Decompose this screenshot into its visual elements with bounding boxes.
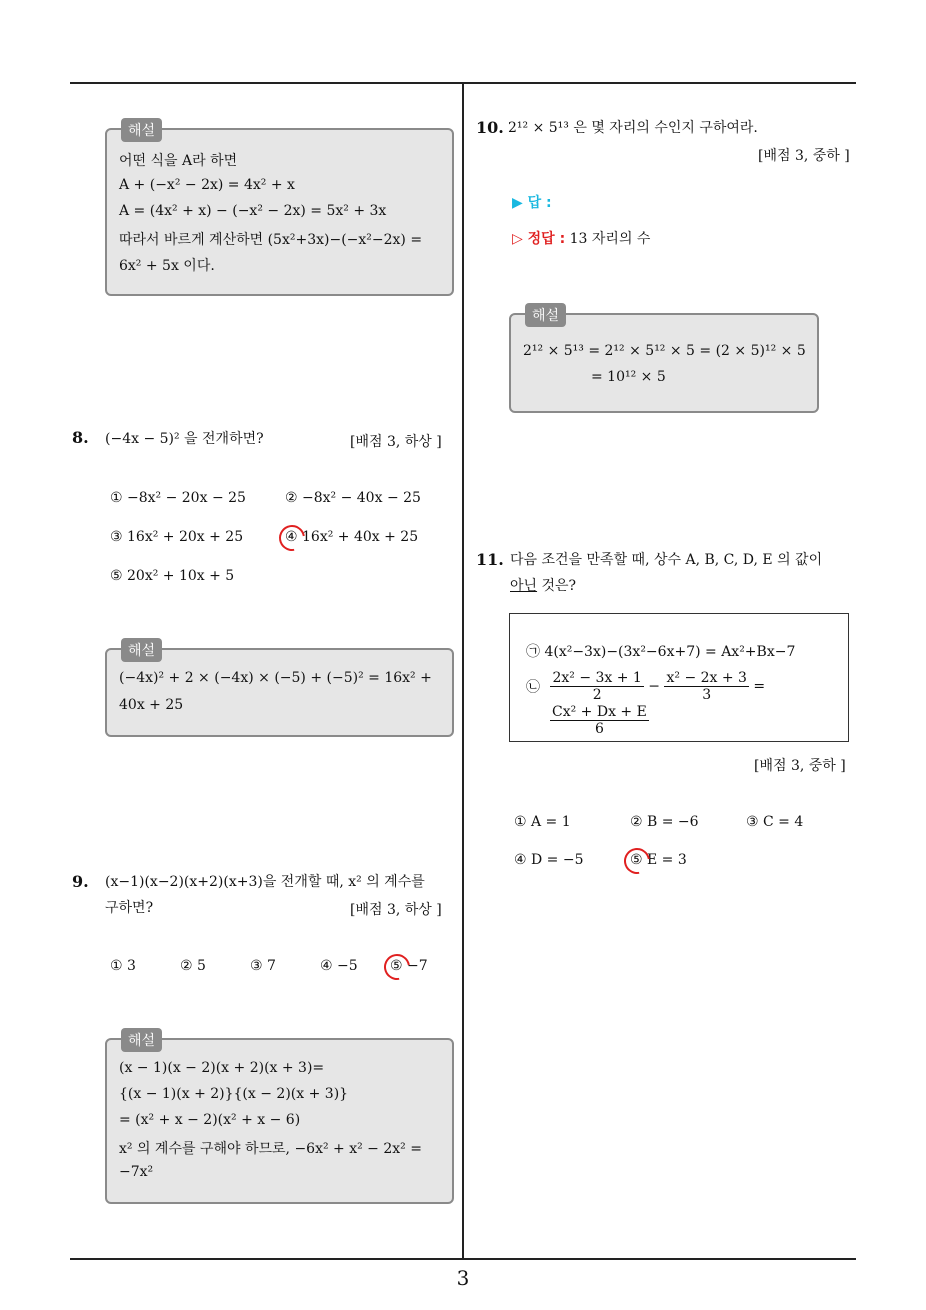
q11-frac1-numerator: 2x² − 3x + 1 — [552, 670, 642, 686]
q11-fraction-3 — [550, 704, 649, 737]
q10-answer-label: ▶ 답 : — [512, 195, 552, 211]
q11-frac2-denominator: 3 — [702, 687, 712, 703]
q11-fraction-1 — [550, 670, 643, 703]
q9-option-2[interactable]: ② 5 — [180, 958, 206, 974]
solution-tag: 해설 — [121, 1028, 162, 1052]
q9-option-1[interactable]: ① 3 — [110, 958, 136, 974]
q11-frac3-numerator: Cx² + Dx + E — [552, 704, 647, 720]
q7-sol-line-4: 따라서 바르게 계산하면 (5x²+3x)−(−x²−2x) = — [119, 232, 423, 248]
q11-option-3[interactable]: ③ C = 4 — [746, 814, 804, 830]
q10-sol-line-2: = 10¹² × 5 — [591, 369, 666, 385]
q9-mark: [배점 3, 하상 ] — [350, 902, 442, 918]
q11-cond2-label: ㉡ — [526, 679, 540, 696]
q7-solution-box — [105, 123, 454, 296]
q8-answer-circle — [274, 520, 310, 556]
q8-option-5[interactable]: ⑤ 20x² + 10x + 5 — [110, 568, 235, 584]
q8-sol-line-1: (−4x)² + 2 × (−4x) × (−5) + (−5)² = 16x² + — [119, 670, 432, 686]
q11-condition-2 — [526, 670, 765, 703]
q10-sol-line-1: 2¹² × 5¹³ = 2¹² × 5¹² × 5 = (2 × 5)¹² × 5 — [523, 343, 806, 359]
q8-option-1[interactable]: ① −8x² − 20x − 25 — [110, 490, 246, 506]
q8-text: (−4x − 5)² 을 전개하면? — [105, 431, 264, 447]
q11-frac3-denominator: 6 — [594, 721, 604, 737]
q7-sol-line-5: 6x² + 5x 이다. — [119, 258, 215, 274]
q7-sol-line-3: A = (4x² + x) − (−x² − 2x) = 5x² + 3x — [119, 203, 387, 219]
q11-condition-box — [509, 613, 849, 742]
q8-option-2[interactable]: ② −8x² − 40x − 25 — [285, 490, 421, 506]
q11-mark: [배점 3, 중하 ] — [754, 758, 846, 774]
q11-text-line-1: 다음 조건을 만족할 때, 상수 A, B, C, D, E 의 값이 — [510, 552, 823, 568]
solution-tag: 해설 — [121, 638, 162, 662]
q9-text-line-1: (x−1)(x−2)(x+2)(x+3)을 전개할 때, x² 의 계수를 — [105, 874, 425, 890]
q10-text: 2¹² × 5¹³ 은 몇 자리의 수인지 구하여라. — [508, 120, 758, 136]
solution-tag: 해설 — [525, 303, 566, 327]
q8-number: 8. — [72, 428, 89, 447]
q11-option-2[interactable]: ② B = −6 — [630, 814, 699, 830]
q9-sol-line-2: {(x − 1)(x + 2)}{(x − 2)(x + 3)} — [119, 1086, 349, 1102]
q9-number: 9. — [72, 872, 89, 891]
q9-answer-circle — [379, 949, 415, 985]
q8-solution-box — [105, 643, 454, 737]
q10-correct-label: ▷ 정답 : — [512, 231, 566, 247]
q8-option-3[interactable]: ③ 16x² + 20x + 25 — [110, 529, 244, 545]
solution-tag: 해설 — [121, 118, 162, 142]
q7-sol-line-1: 어떤 식을 A라 하면 — [119, 153, 238, 169]
q9-text-line-2: 구하면? — [105, 900, 154, 916]
q11-condition-1: ㉠ 4(x²−3x)−(3x²−6x+7) = Ax²+Bx−7 — [526, 644, 796, 660]
q11-fraction-2 — [664, 670, 748, 703]
q9-sol-line-4: x² 의 계수를 구해야 하므로, −6x² + x² − 2x² = — [119, 1141, 422, 1157]
q10-solution-box — [509, 308, 819, 413]
q10-number: 10. — [476, 118, 504, 137]
q9-sol-line-5: −7x² — [119, 1164, 154, 1180]
q11-answer-circle — [619, 843, 655, 879]
q8-option-4[interactable]: ④ 16x² + 40x + 25 — [285, 529, 419, 545]
q11-text-rest: 것은? — [537, 578, 577, 594]
q7-sol-line-2: A + (−x² − 2x) = 4x² + x — [119, 177, 295, 193]
page-number: 3 — [456, 1266, 470, 1290]
q11-frac1-denominator: 2 — [592, 687, 602, 703]
q11-text-line-2 — [510, 573, 576, 599]
q11-condition-2-rhs — [550, 704, 649, 737]
q9-option-3[interactable]: ③ 7 — [250, 958, 276, 974]
q10-correct-row — [512, 228, 650, 248]
q10-correct-value: 13 자리의 수 — [569, 231, 651, 247]
q11-number: 11. — [476, 550, 504, 569]
q11-equals: = — [753, 678, 766, 695]
column-divider — [462, 83, 464, 1260]
q9-sol-line-1: (x − 1)(x − 2)(x + 2)(x + 3)= — [119, 1060, 325, 1076]
q11-underlined-word: 아닌 — [510, 578, 538, 594]
q10-mark: [배점 3, 중하 ] — [758, 148, 850, 164]
q8-mark: [배점 3, 하상 ] — [350, 434, 442, 450]
q11-option-4[interactable]: ④ D = −5 — [514, 852, 584, 868]
q9-sol-line-3: = (x² + x − 2)(x² + x − 6) — [119, 1112, 301, 1128]
q8-sol-line-2: 40x + 25 — [119, 697, 184, 713]
q9-option-5[interactable]: ⑤ −7 — [390, 958, 428, 974]
q11-frac2-numerator: x² − 2x + 3 — [666, 670, 747, 686]
q9-option-4[interactable]: ④ −5 — [320, 958, 358, 974]
q11-option-1[interactable]: ① A = 1 — [514, 814, 571, 830]
q9-solution-box — [105, 1033, 454, 1204]
q11-option-5[interactable]: ⑤ E = 3 — [630, 852, 687, 868]
q11-minus: − — [648, 678, 661, 695]
